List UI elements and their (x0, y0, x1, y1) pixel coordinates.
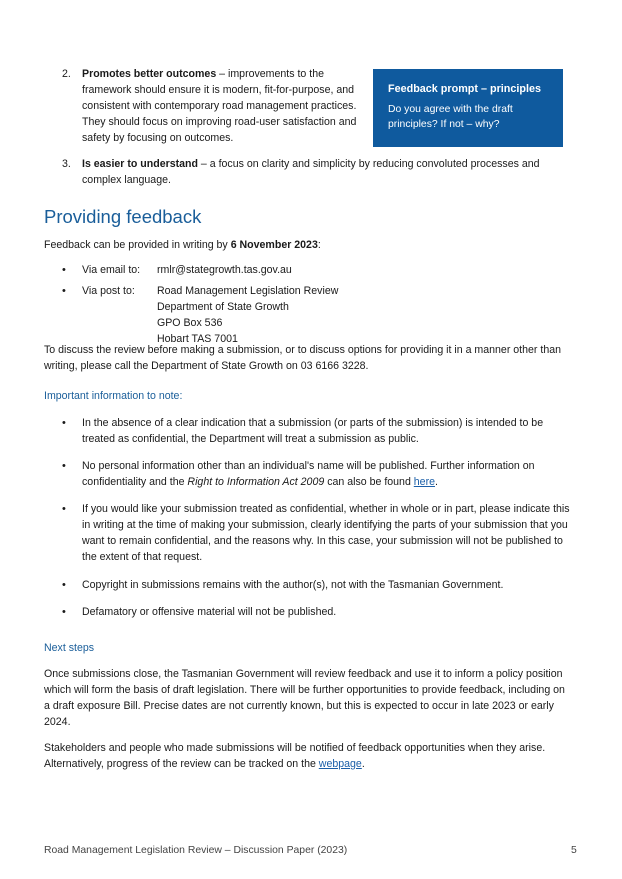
item-line: They should focus on improving road-user satisfaction and (82, 116, 357, 128)
item-line: Is easier to understand – a focus on clarity and simplicity by reducing convoluted processes and (82, 158, 540, 170)
feedback-intro: Feedback can be provided in writing by 6 November 2023: (44, 239, 321, 251)
providing-feedback-heading: Providing feedback (44, 206, 202, 227)
email-label: Via email to: (82, 264, 141, 276)
next-steps-paragraph-2: Stakeholders and people who made submissions will be notified of feedback opportunities when they arise. Alternatively, progress of the review can be tracked on the webpage. (44, 742, 546, 770)
important-info-heading: Important information to note: (44, 390, 183, 402)
webpage-link[interactable]: webpage (318, 758, 362, 770)
item-line: framework should ensure it is modern, fit-for-purpose, and (82, 84, 355, 96)
bullet-icon: • (62, 264, 66, 276)
page-number: 5 (571, 845, 577, 856)
discuss-paragraph: To discuss the review before making a submission, or to discuss options for providing it in a manner other than writing, please call the Department of State Growth on 03 6166 3228. (44, 344, 561, 372)
item-number: 2. (62, 68, 71, 80)
bullet-icon: • (62, 285, 66, 297)
post-label: Via post to: (82, 285, 135, 297)
bullet-icon: • (62, 579, 66, 591)
callout-body: Do you agree with the draft principles? If not – why? (388, 104, 513, 130)
feedback-prompt-callout (373, 69, 563, 147)
bullet-icon: • (62, 460, 66, 472)
footer-title: Road Management Legislation Review – Discussion Paper (2023) (44, 845, 348, 856)
item-title: Promotes better outcomes (82, 68, 217, 80)
item-number: 3. (62, 158, 71, 170)
deadline-date: 6 November 2023 (230, 239, 318, 251)
item-line: Promotes better outcomes – improvements to the (82, 68, 324, 80)
item-title: Is easier to understand (82, 158, 198, 170)
bullet-icon: • (62, 503, 66, 515)
act-title: Right to Information Act 2009 (187, 476, 325, 488)
postal-address: Road Management Legislation Review Department of State Growth GPO Box 536 Hobart TAS 7001 (157, 285, 339, 345)
next-steps-heading: Next steps (44, 642, 95, 654)
email-address[interactable]: rmlr@stategrowth.tas.gov.au (157, 264, 292, 276)
callout-title: Feedback prompt – principles (388, 83, 541, 95)
bullet-icon: • (62, 417, 66, 429)
item-line: complex language. (82, 174, 171, 186)
next-steps-paragraph-1: Once submissions close, the Tasmanian Government will review feedback and use it to inform a policy position which will form the basis of draft legislation. There will be further opportunities to provide feedback, including on a draft exposure Bill. Precise dates are not currently known, but this is expected to occur in late 2023 or early 2024. (44, 668, 565, 728)
document-page: 2. Promotes better outcomes – improvements to the framework should ensure it is modern, fit-for-purpose, and consistent with contemporary road management practices. They should focus on improving road-user satisfaction and safety by focusing on outcomes. Feedback prompt – principles Do you agree with the draft principles? If not – why? 3. Is easier to understand – a focus on clarity and simplicity by reducing convoluted processes and complex language. Providing feedback Feedback can be provided in writing by 6 November 2023: • Via email to: rmlr@stategrowth.tas.gov.au • Via post to: Road Management Legislation Review Department of State Growth GPO Box 536 Hobart TAS 7001 To discuss the review before making a submission, or to discuss options for providing it in a manner other than writing, please call the Department of State Growth on 03 6166 3228. Important information to note: • In the absence of a clear indication that a submission (or parts of the submission) is intended to be treated as confidential, the Department will treat a submission as public. • No personal information other than an individual's name will be published. Further information on confidentiality and the Right to Information Act 2009 can also be found here. • If you would like your submission treated as confidential, whether in whole or in part, please indicate this in writing at the time of making your submission, clearly identifying the parts of your submission that you want to remain confidential, and the reasons why. In this case, your submission will not be published to the extent of that request. • Copyright in submissions remains with the author(s), not with the Tasmanian Government. • Defamatory or offensive material will not be published. Next steps Once submissions close, the Tasmanian Government will review feedback and use it to inform a policy position which will form the basis of draft legislation. There will be further opportunities to provide feedback, including on a draft exposure Bill. Precise dates are not currently known, but this is expected to occur in late 2023 or early 2024. Stakeholders and people who made submissions will be notified of feedback opportunities when they arise. Alternatively, progress of the review can be tracked on the webpage. Road Management Legislation Review – Discussion Paper (2023) 5 (0, 0, 622, 879)
here-link[interactable]: here (413, 476, 435, 488)
item-line: safety by focusing on outcomes. (82, 132, 234, 144)
item-line: consistent with contemporary road management practices. (82, 100, 357, 112)
bullet-icon: • (62, 606, 66, 618)
